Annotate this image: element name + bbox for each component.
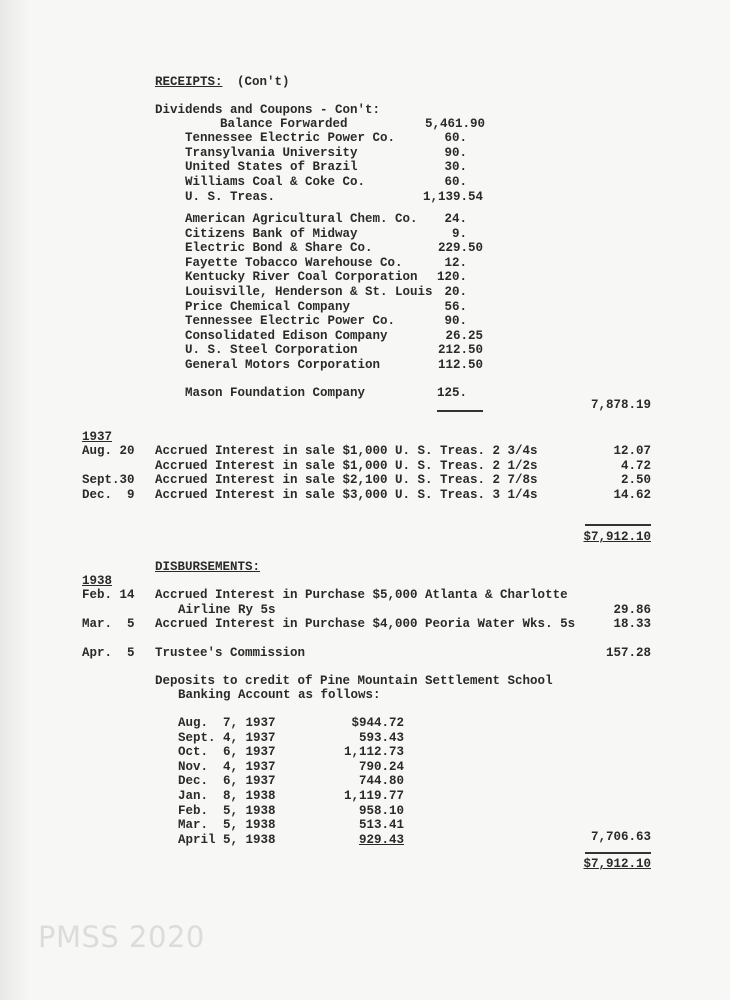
dividend-amount: 20.	[444, 285, 467, 299]
dividend-name: Tennessee Electric Power Co.	[185, 131, 396, 145]
dividend-amount: 1,139.54	[422, 189, 483, 204]
deposit-date: Dec. 6, 1937	[178, 774, 276, 789]
watermark: PMSS 2020	[38, 920, 205, 954]
accrued-desc: Accrued Interest in sale $3,000 U. S. Treas. 3 1/4s	[155, 487, 538, 502]
deposit-date: Aug. 7, 1937	[178, 716, 276, 730]
dividend-amount: 112.50	[437, 358, 483, 372]
deposits-heading-2: Banking Account as follows:	[178, 688, 381, 702]
dividend-amount: 90.	[444, 314, 467, 329]
deposit-amount: 593.43	[358, 730, 404, 745]
dividend-amount: 90.	[444, 145, 467, 160]
deposit-date: Mar. 5, 1938	[178, 818, 276, 833]
deposit-amount: 929.43	[358, 832, 404, 847]
dividend-name: U. S. Steel Corporation	[185, 343, 358, 358]
disbursements-total: $7,912.10	[583, 857, 651, 871]
accrued-date: Sept.30	[82, 473, 135, 487]
accrued-amount: 14.62	[613, 487, 651, 502]
deposit-amount: 958.10	[358, 803, 404, 818]
dividend-amount: 212.50	[437, 343, 483, 358]
deposit-amount: 790.24	[358, 759, 404, 774]
dividend-name: Fayette Tobacco Warehouse Co.	[185, 255, 403, 270]
dividend-name: Electric Bond & Share Co.	[185, 241, 373, 256]
receipts-cont: (Con't)	[237, 75, 290, 89]
dividend-amount: 26.25	[445, 328, 483, 343]
dividend-name: General Motors Corporation	[185, 358, 381, 372]
dividend-amount: 24.	[444, 212, 467, 226]
dividend-name: Transylvania University	[185, 145, 358, 160]
accrued-date: Aug. 20	[82, 444, 135, 458]
disbursement-desc: Accrued Interest in Purchase $4,000 Peoria Water Wks. 5s	[155, 617, 576, 631]
mason-name: Mason Foundation Company	[185, 386, 366, 400]
deposit-date: Nov. 4, 1937	[178, 759, 276, 774]
balance-forwarded-amount: 5,461.90	[424, 117, 485, 131]
disbursement-desc-cont: Airline Ry 5s	[178, 602, 276, 617]
balance-forwarded-label: Balance Forwarded	[220, 117, 348, 131]
dividends-total: 7,878.19	[590, 398, 651, 412]
dividend-amount: 120.	[436, 270, 467, 285]
dividend-name: U. S. Treas.	[185, 189, 276, 204]
deposit-date: Sept. 4, 1937	[178, 730, 276, 745]
accrued-desc: Accrued Interest in sale $2,100 U. S. Treas. 2 7/8s	[155, 473, 538, 487]
receipts-total-rule	[585, 524, 651, 526]
deposits-heading-1: Deposits to credit of Pine Mountain Settlement School	[155, 674, 553, 688]
accrued-amount: 4.72	[620, 458, 651, 473]
dividend-name: Citizens Bank of Midway	[185, 226, 358, 241]
dividend-name: Consolidated Edison Company	[185, 328, 388, 343]
disbursement-amount: 18.33	[613, 617, 651, 631]
deposit-amount: 1,119.77	[343, 789, 404, 803]
disbursement-date: Mar. 5	[82, 617, 135, 631]
dividend-name: American Agricultural Chem. Co.	[185, 212, 418, 226]
page-edge	[0, 0, 30, 1000]
dividend-amount: 60.	[444, 131, 467, 145]
deposit-date: Oct. 6, 1937	[178, 745, 276, 760]
disbursement-desc: Accrued Interest in Purchase $5,000 Atlanta & Charlotte	[155, 588, 568, 602]
deposit-amount: 1,112.73	[343, 745, 404, 760]
dividend-name: Louisville, Henderson & St. Louis	[185, 285, 433, 299]
receipts-total: $7,912.10	[583, 530, 651, 544]
deposit-date: Feb. 5, 1938	[178, 803, 276, 818]
dividend-amount: 229.50	[437, 241, 483, 256]
dividend-name: Williams Coal & Coke Co.	[185, 175, 366, 190]
disbursement-desc: Trustee's Commission	[155, 646, 306, 660]
disbursements-heading: DISBURSEMENTS:	[155, 560, 261, 574]
deposit-date: Jan. 8, 1938	[178, 789, 276, 803]
disbursement-amount: 157.28	[605, 646, 651, 660]
disbursement-date: Feb. 14	[82, 588, 135, 602]
disbursement-date: Apr. 5	[82, 646, 135, 660]
dividend-amount: 56.	[444, 299, 467, 314]
dividend-amount: 60.	[444, 175, 467, 190]
deposit-amount: 744.80	[358, 774, 404, 789]
subtotal-rule	[437, 410, 483, 412]
dividend-name: United States of Brazil	[185, 160, 358, 175]
dividend-amount: 9.	[451, 226, 467, 241]
receipts-heading: RECEIPTS:	[155, 75, 223, 89]
year-1938: 1938	[82, 574, 113, 588]
dividend-amount: 12.	[444, 255, 467, 270]
deposit-date: April 5, 1938	[178, 832, 276, 847]
mason-amount: 125.	[436, 386, 467, 400]
deposits-total: 7,706.63	[590, 830, 651, 844]
dividend-name: Tennessee Electric Power Co.	[185, 314, 396, 329]
deposit-amount: $944.72	[351, 716, 404, 730]
accrued-amount: 12.07	[613, 444, 651, 458]
accrued-date: Dec. 9	[82, 487, 135, 502]
disbursements-total-rule	[585, 852, 651, 854]
dividend-name: Price Chemical Company	[185, 299, 351, 314]
dividend-amount: 30.	[444, 160, 467, 175]
dividends-heading: Dividends and Coupons - Con't:	[155, 103, 381, 117]
accrued-amount: 2.50	[620, 473, 651, 487]
year-1937: 1937	[82, 430, 113, 444]
accrued-desc: Accrued Interest in sale $1,000 U. S. Treas. 2 3/4s	[155, 444, 538, 458]
disbursement-amount: 29.86	[613, 602, 651, 617]
dividend-name: Kentucky River Coal Corporation	[185, 270, 418, 285]
accrued-desc: Accrued Interest in sale $1,000 U. S. Treas. 2 1/2s	[155, 458, 538, 473]
deposit-amount: 513.41	[358, 818, 404, 833]
